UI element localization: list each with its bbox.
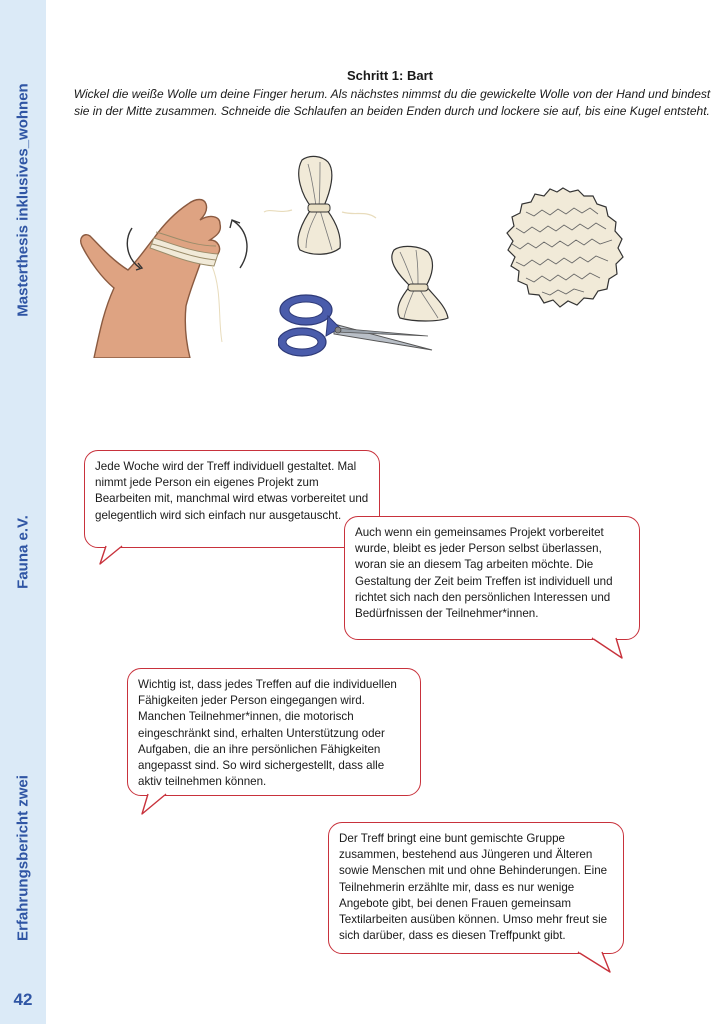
- step-instructions: Wickel die weiße Wolle um deine Finger herum. Als nächstes nimmst du die gewickelte Wolle von der Hand und bindest sie in der Mitte zusammen. Schneide die Schlaufen an beiden Enden durch und lockere sie auf, bis eine Kugel entsteht.: [73, 87, 711, 118]
- speech-bubble-2: [344, 516, 640, 640]
- speech-bubble-2-text: Auch wenn ein gemeinsames Projekt vorbereitet wurde, bleibt es jeder Person selbst überlassen, woran sie an diesem Tag arbeiten möchte. Die Gestaltung der Zeit beim Treffen ist individuell und richtet sich nach den persönlichen Interessen und Bedürfnissen der Teilnehmer*innen.: [355, 526, 613, 621]
- speech-bubble-3-text: Wichtig ist, dass jedes Treffen auf die individuellen Fähigkeiten jeder Person eingegangen wird. Manchen Teilnehmer*innen, die motorisch eingeschränkt sind, erhalten Unterstützung oder Aufgaben, die an ihre persönlichen Fähigkeiten angepasst sind. So wird sichergestellt, dass alle aktiv teilnehmen können.: [138, 678, 397, 789]
- scissors-icon: [278, 292, 436, 360]
- yarn-bundle-icon: [262, 152, 378, 260]
- speech-bubble-1: [84, 450, 380, 548]
- hand-with-yarn-icon: [72, 190, 262, 358]
- speech-bubble-3-tail: [138, 794, 178, 818]
- speech-bubble-4-text: Der Treff bringt eine bunt gemischte Gruppe zusammen, bestehend aus Jüngeren und Älteren sowie Menschen mit und ohne Behinderungen. Eine Teilnehmerin erzählte mir, dass es nur wenige Angebote gibt, bei denen Frauen gemeinsam Textilarbeiten ausüben können. Umso mehr freut sie sich darüber, dass es diesen Treffpunkt gibt.: [339, 832, 608, 943]
- sidebar-title-thesis: Masterthesis inklusives_wohnen: [14, 83, 32, 317]
- speech-bubble-4: [328, 822, 624, 954]
- speech-bubble-1-text: Jede Woche wird der Treff individuell gestaltet. Mal nimmt jede Person ein eigenes Projekt zum Bearbeiten mit, manchmal wird etwas vorbereitet und gelegentlich wird sich einfach nur ausgetauscht.: [95, 460, 369, 522]
- sidebar-title-report: Erfahrungsbericht zwei: [14, 775, 32, 941]
- page-number: 42: [13, 990, 33, 1009]
- speech-bubble-3: [127, 668, 421, 796]
- sidebar: [0, 0, 46, 1024]
- step-title: Schritt 1: Bart: [347, 68, 433, 83]
- speech-bubble-2-tail: [588, 638, 632, 662]
- speech-bubble-4-tail: [574, 952, 618, 976]
- sidebar-title-organization: Fauna e.V.: [14, 515, 32, 589]
- speech-bubble-1-tail: [96, 546, 136, 568]
- yarn-ball-icon: [498, 182, 628, 312]
